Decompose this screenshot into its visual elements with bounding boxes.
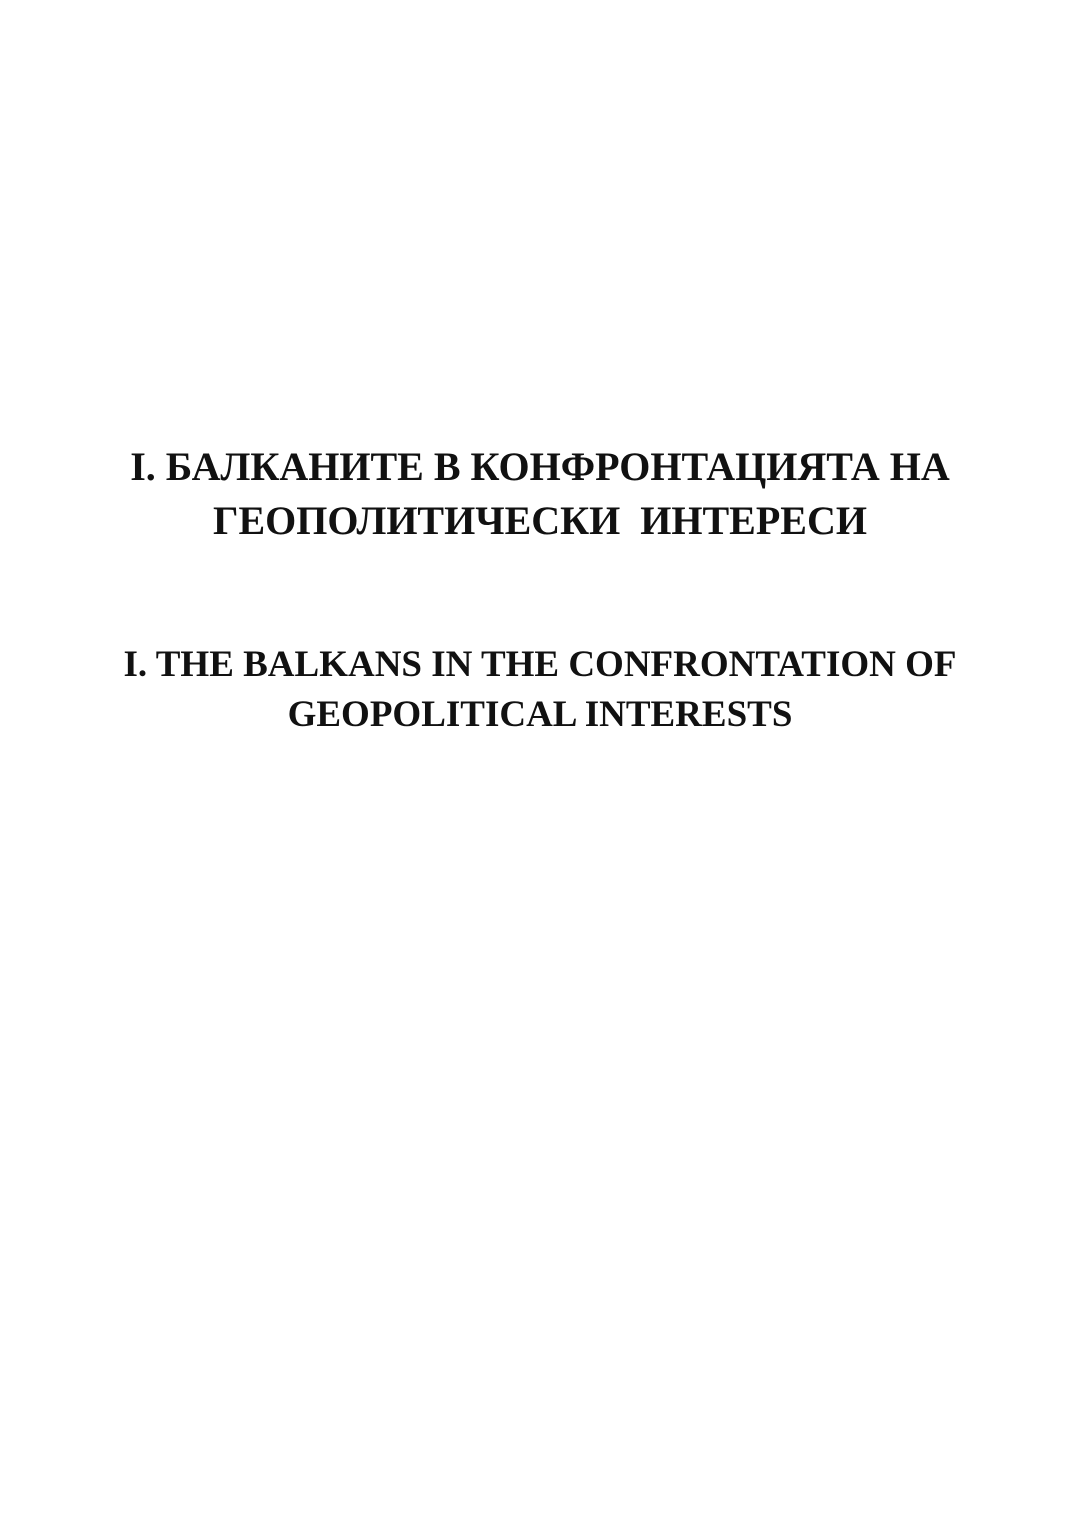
- chapter-title-english-line-1: I. THE BALKANS IN THE CONFRONTATION OF: [123, 644, 957, 685]
- chapter-title-english-line-2: GEOPOLITICAL INTERESTS: [287, 694, 793, 735]
- chapter-title-bulgarian: [0, 440, 1080, 548]
- chapter-title-bulgarian-line-1: I. БАЛКАНИТЕ В КОНФРОНТАЦИЯТА НА: [130, 444, 950, 489]
- chapter-title-english: [0, 640, 1080, 740]
- chapter-title-bulgarian-line-2: ГЕОПОЛИТИЧЕСКИ ИНТЕРЕСИ: [213, 498, 867, 543]
